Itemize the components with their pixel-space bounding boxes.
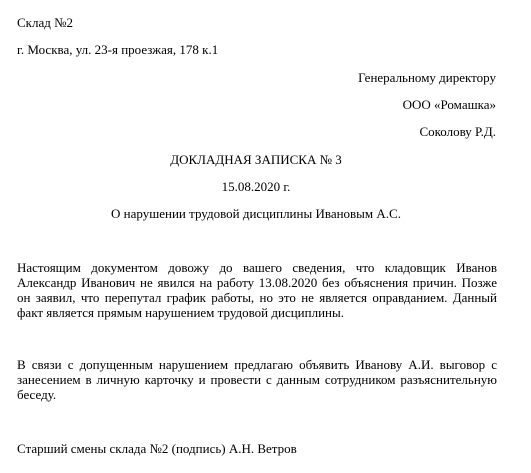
signature-line: Старший смены склада №2 (подпись) А.Н. Ветров xyxy=(17,441,297,456)
warehouse-address: г. Москва, ул. 23-я проезжая, 178 к.1 xyxy=(17,42,219,57)
document-date: 15.08.2020 г. xyxy=(221,179,291,194)
recipient-name: Соколову Р.Д. xyxy=(419,124,496,139)
body-paragraph-1: Настоящим документом довожу до вашего сведения, что кладовщик Иванов Александр Иванович не явился на работу 13.08.2020 без объяснения причин. Позже он заявил, что перепутал график работы, но это не является оправданием. Данный факт является прямым нарушением трудовой дисциплины. xyxy=(17,260,497,320)
document-title: ДОКЛАДНАЯ ЗАПИСКА № 3 xyxy=(170,152,342,167)
document-subject: О нарушении трудовой дисциплины Ивановым А.С. xyxy=(111,206,401,221)
body-paragraph-2: В связи с допущенным нарушением предлагаю объявить Иванову А.И. выговор с занесением в личную карточку и провести с данным сотрудником разъяснительную беседу. xyxy=(17,357,497,402)
recipient-position: Генеральному директору xyxy=(358,70,496,85)
warehouse-name: Склад №2 xyxy=(17,15,74,30)
recipient-company: ООО «Ромашка» xyxy=(402,97,496,112)
